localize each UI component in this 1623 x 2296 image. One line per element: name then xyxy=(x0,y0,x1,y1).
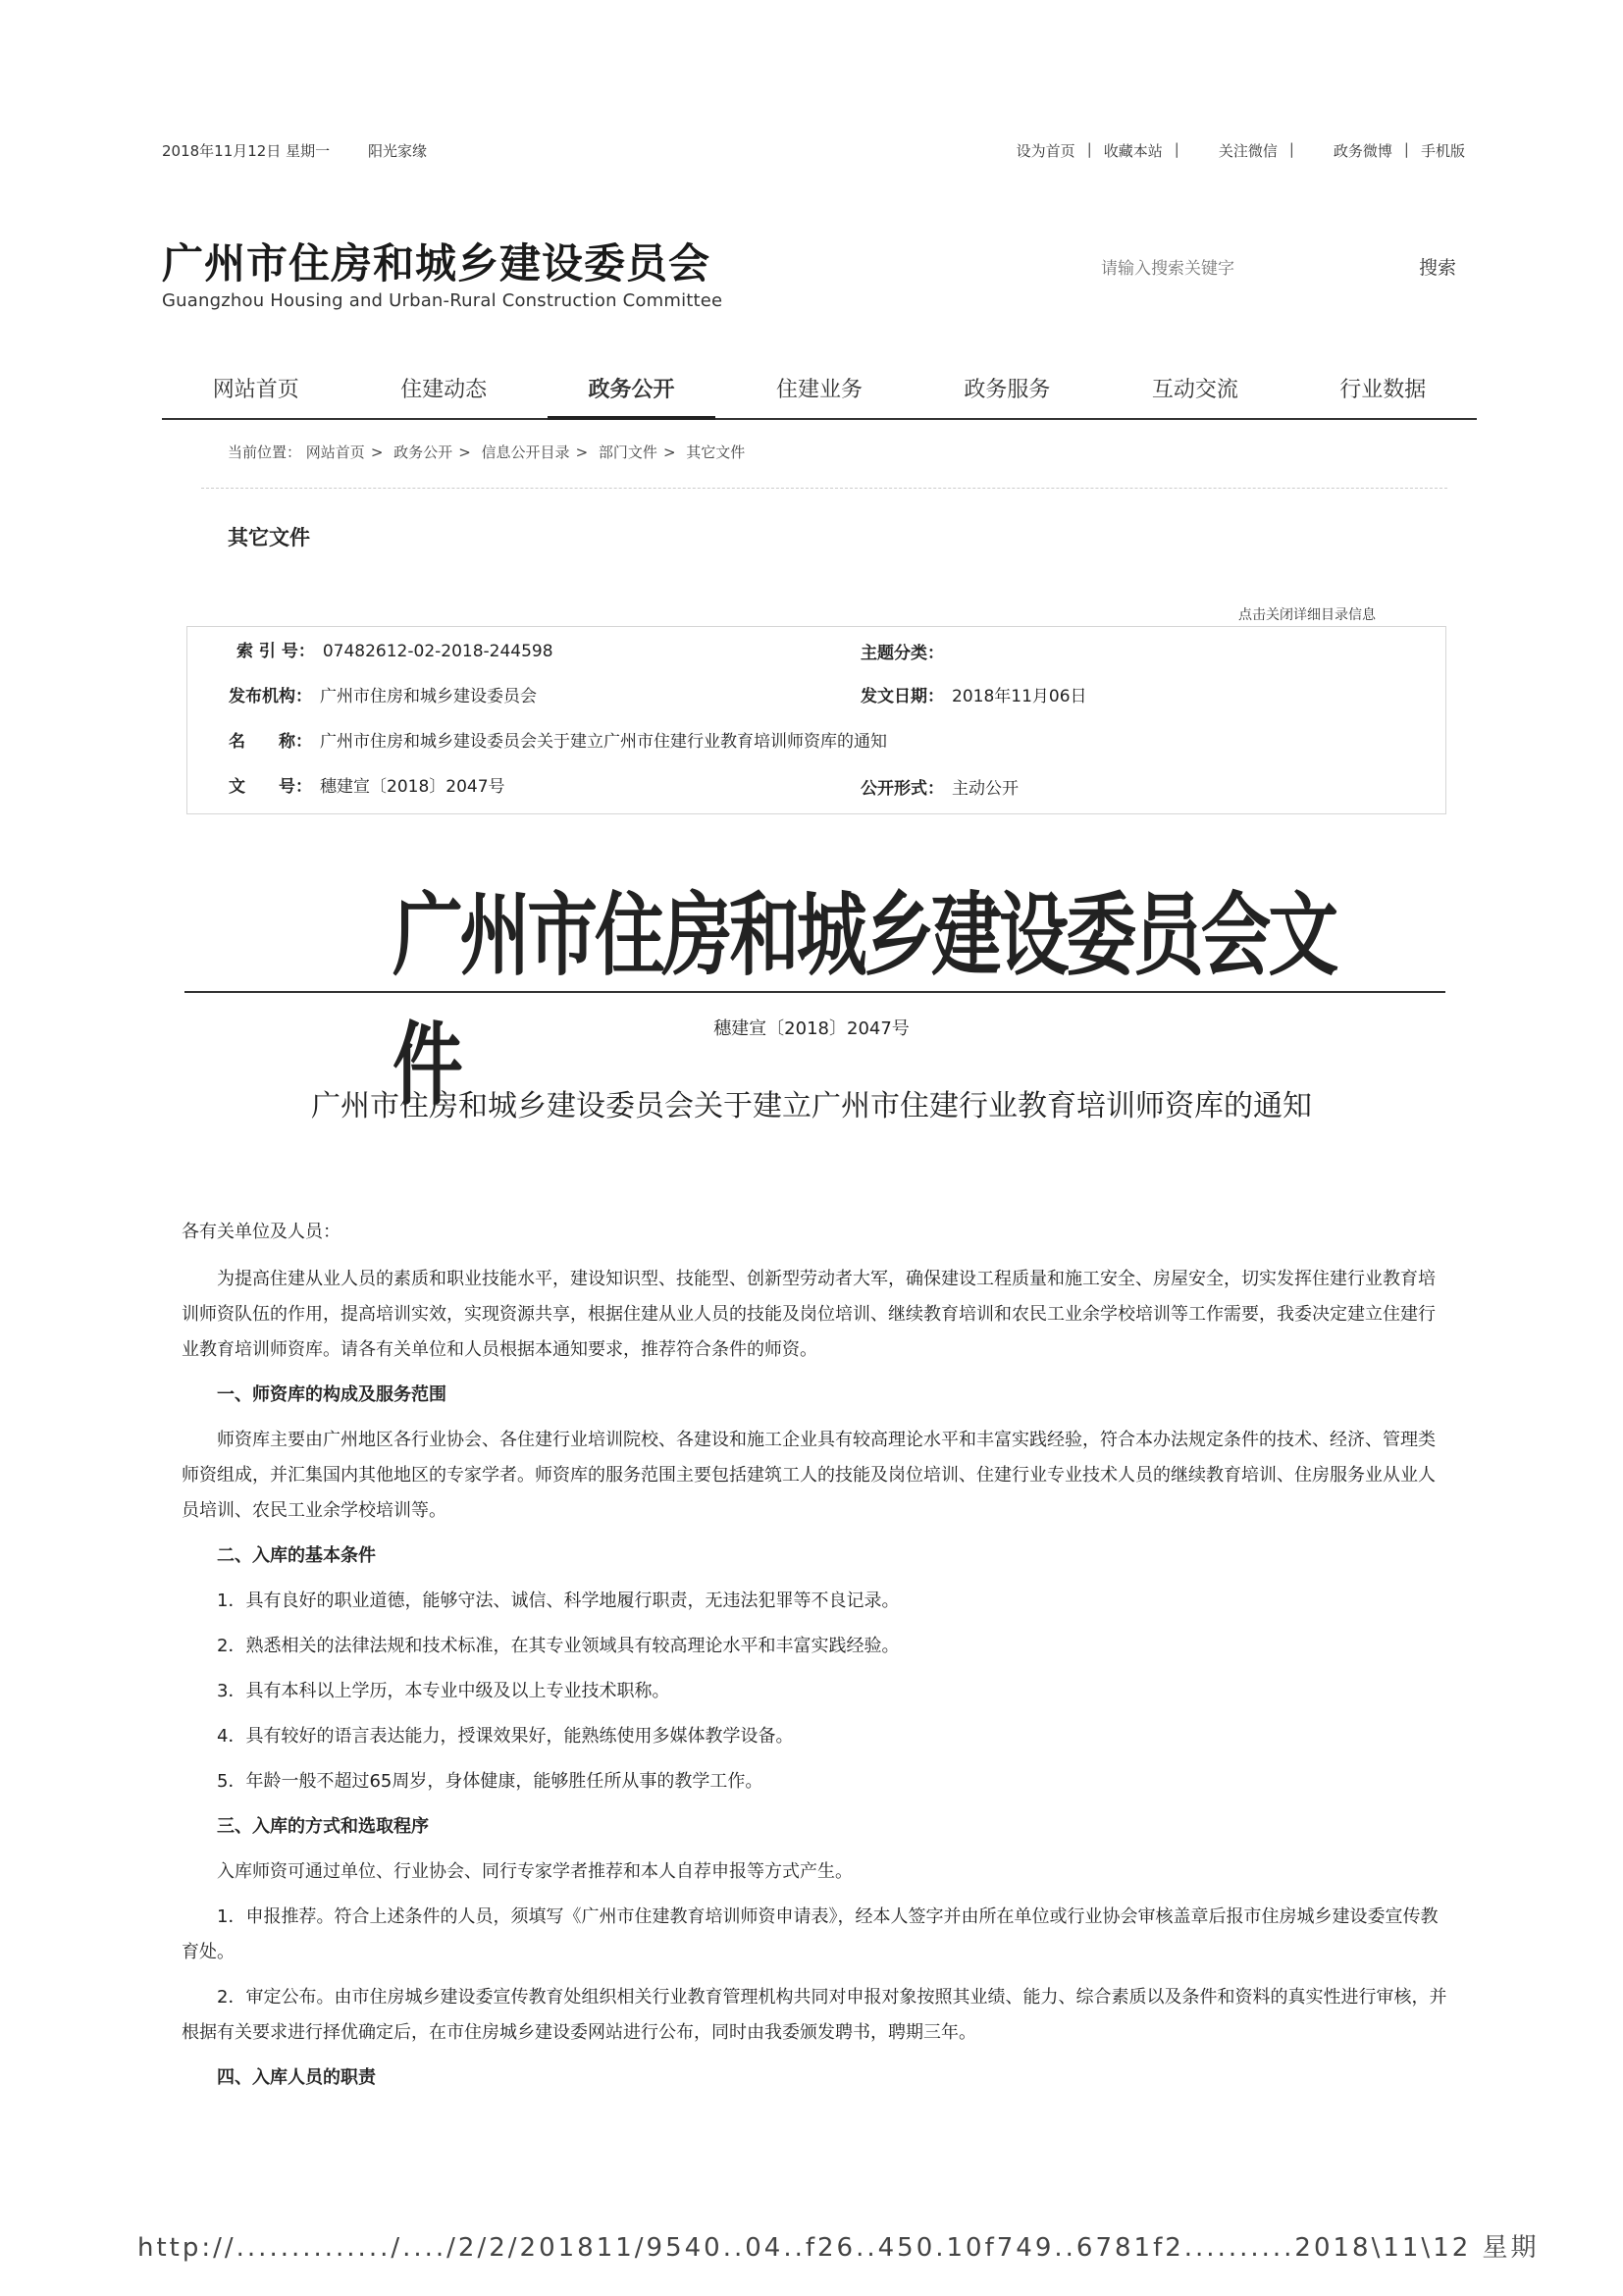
condition-3: 3．具有本科以上学历，本专业中级及以上专业技术职称。 xyxy=(217,1681,670,1701)
meta-issuer: 发布机构： 广州市住房和城乡建设委员会 xyxy=(229,687,537,706)
nav-interaction[interactable]: 互动交流 xyxy=(1151,378,1238,402)
meta-date: 发文日期： 2018年11月06日 xyxy=(861,687,1087,706)
mobile-version-link[interactable]: 手机版 xyxy=(1420,142,1465,160)
breadcrumb-home[interactable]: 网站首页 xyxy=(305,444,365,461)
nav-home[interactable]: 网站首页 xyxy=(212,378,299,402)
meta-docno: 文 号： 穗建宣〔2018〕2047号 xyxy=(229,777,505,797)
nav-industry-data[interactable]: 行业数据 xyxy=(1339,378,1427,402)
section-title: 其它文件 xyxy=(228,526,310,549)
meta-form: 公开形式： 主动公开 xyxy=(861,779,1019,799)
meta-name: 名 称： 广州市住房和城乡建设委员会关于建立广州市住建行业教育培训师资库的通知 xyxy=(229,732,887,752)
condition-4: 4．具有较好的语言表达能力，授课效果好，能熟练使用多媒体教学设备。 xyxy=(217,1726,794,1747)
search-button[interactable]: 搜索 xyxy=(1419,253,1456,280)
nav-business[interactable]: 住建业务 xyxy=(775,378,863,402)
bookmark-link[interactable]: 收藏本站 xyxy=(1103,142,1163,160)
section-heading-2: 二、入库的基本条件 xyxy=(217,1545,376,1566)
intro-paragraph: 为提高住建从业人员的素质和职业技能水平，建设知识型、技能型、创新型劳动者大军，确保建设工程质量和施工安全、房屋安全，切实发挥住建行业教育培训师资队伍的作用，提高培训实效，实现资源共享，根据住建从业人员的技能及岗位培训、继续教育培训和农民工业余学校培训等工作需要，我委决定建立住建行业教育培训师资库。请各有关单位和人员根据本通知要求，推荐符合条件的师资。 xyxy=(182,1269,1436,1360)
nav-gov-affairs[interactable]: 政务公开 xyxy=(538,355,725,418)
set-homepage-link[interactable]: 设为首页 xyxy=(1016,142,1075,160)
notice-title: 广州市住房和城乡建设委员会关于建立广州市住建行业教育培训师资库的通知 xyxy=(311,1089,1312,1123)
site-title[interactable]: 广州市住房和城乡建设委员会 xyxy=(162,239,711,287)
section-heading-3: 三、入库的方式和选取程序 xyxy=(217,1816,429,1837)
section-heading-4: 四、入库人员的职责 xyxy=(217,2067,376,2088)
breadcrumb-divider xyxy=(201,488,1447,490)
top-utility-bar xyxy=(162,140,1477,170)
meta-topic: 主题分类： xyxy=(861,644,944,663)
step-1: 1．申报推荐。符合上述条件的人员，须填写《广州市住建教育培训师资申请表》，经本人签字并由所在单位或行业协会审核盖章后报市住房城乡建设委宣传教育处。 xyxy=(182,1906,1439,1962)
breadcrumb-dept-files[interactable]: 部门文件 xyxy=(598,444,657,461)
wechat-link[interactable]: 关注微信 xyxy=(1218,142,1278,160)
search-input[interactable] xyxy=(1099,251,1397,287)
section-heading-1: 一、师资库的构成及服务范围 xyxy=(217,1384,446,1405)
top-links: 设为首页 | 收藏本站 | 关注微信 | 政务微博 | 手机版 xyxy=(1005,140,1477,161)
breadcrumb-prefix: 当前位置： xyxy=(228,444,302,461)
document-header: 广州市住房和城乡建设委员会文件 xyxy=(393,882,1335,1118)
document-header-rule xyxy=(184,991,1445,993)
paragraph-scope: 师资库主要由广州地区各行业协会、各住建行业培训院校、各建设和施工企业具有较高理论水平和丰富实践经验，符合本办法规定条件的技术、经济、管理类师资组成，并汇集国内其他地区的专家学者。师资库的服务范围主要包括建筑工人的技能及岗位培训、住建行业专业技术人员的继续教育培训、住房服务业从业人员培训、农民工业余学校培训等。 xyxy=(182,1430,1436,1521)
breadcrumb-catalog[interactable]: 信息公开目录 xyxy=(481,444,570,461)
metadata-box xyxy=(186,626,1446,814)
document-body xyxy=(182,1215,1447,2096)
nav-services[interactable]: 政务服务 xyxy=(964,378,1051,402)
breadcrumb-gov-affairs[interactable]: 政务公开 xyxy=(393,444,453,461)
condition-5: 5．年龄一般不超过65周岁，身体健康，能够胜任所从事的教学工作。 xyxy=(217,1771,763,1792)
condition-2: 2．熟悉相关的法律法规和技术标准，在其专业领域具有较高理论水平和丰富实践经验。 xyxy=(217,1636,900,1656)
breadcrumb-other-files[interactable]: 其它文件 xyxy=(686,444,746,461)
breadcrumb: 当前位置： 网站首页 > 政务公开 > 信息公开目录 > 部门文件 > 其它文件 xyxy=(228,444,746,461)
condition-1: 1．具有良好的职业道德，能够守法、诚信、科学地履行职责，无违法犯罪等不良记录。 xyxy=(217,1591,900,1611)
site-title-en: Guangzhou Housing and Urban-Rural Construction Committee xyxy=(162,290,723,311)
weibo-link[interactable]: 政务微博 xyxy=(1333,142,1392,160)
print-footer-url: http://............../..../2/2/201811/9540..04..f26..450.10f749..6781f2..........2018\11\12 星期 xyxy=(137,2233,1540,2263)
current-date: 2018年11月12日 星期一 xyxy=(162,142,331,160)
sunshine-home-link[interactable]: 阳光家缘 xyxy=(368,142,428,160)
toggle-metadata-link[interactable]: 点击关闭详细目录信息 xyxy=(1238,607,1376,623)
document-number: 穗建宣〔2018〕2047号 xyxy=(713,1018,910,1039)
paragraph-methods: 入库师资可通过单位、行业协会、同行专家学者推荐和本人自荐申报等方式产生。 xyxy=(217,1861,853,1882)
meta-index: 索 引 号： 07482612-02-2018-244598 xyxy=(236,642,553,661)
nav-news[interactable]: 住建动态 xyxy=(400,378,488,402)
main-nav xyxy=(162,355,1477,420)
step-2: 2．审定公布。由市住房城乡建设委宣传教育处组织相关行业教育管理机构共同对申报对象按照其业绩、能力、综合素质以及条件和资料的真实性进行审核，并根据有关要求进行择优确定后，在市住房城乡建设委网站进行公布，同时由我委颁发聘书，聘期三年。 xyxy=(182,1987,1447,2043)
salutation: 各有关单位及人员： xyxy=(182,1222,340,1242)
